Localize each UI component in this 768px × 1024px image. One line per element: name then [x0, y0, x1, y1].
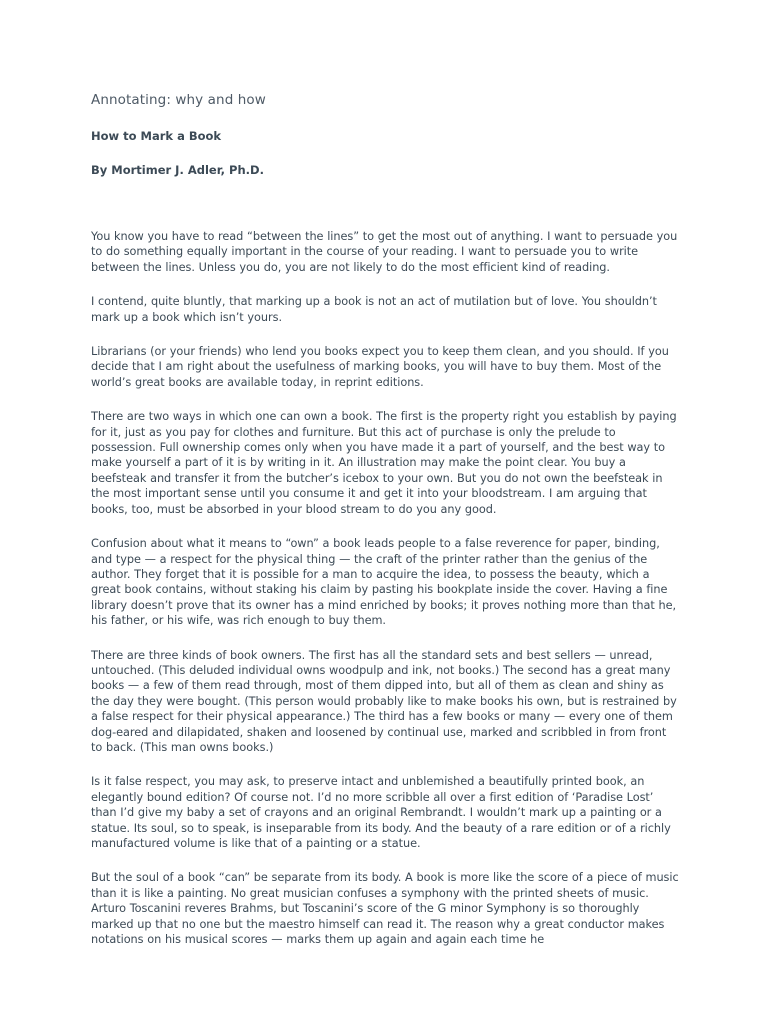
- article-body: [91, 229, 681, 966]
- paragraph: I contend, quite bluntly, that marking up a book is not an act of mutilation but of love. You shouldn’t mark up a book which isn’t yours.: [91, 295, 657, 324]
- paragraph: Librarians (or your friends) who lend you books expect you to keep them clean, and you should. If you decide that I am right about the usefulness of marking books, you will have to buy them. Most of the world’s great books are available today, in reprint editions.: [91, 345, 669, 389]
- document-page: [91, 92, 681, 947]
- paragraph: There are two ways in which one can own a book. The first is the property right you establish by paying for it, just as you pay for clothes and furniture. But this act of purchase is only the prelude to possession. Full ownership comes only when you have made it a part of yourself, and the best way to make yourself a part of it is by writing in it. An illustration may make the point clear. You buy a beefsteak and transfer it from the butcher’s icebox to your own. But you do not own the beefsteak in the most important sense until you consume it and get it into your bloodstream. I am arguing that books, too, must be absorbed in your blood stream to do you any good.: [91, 410, 677, 516]
- article-title: How to Mark a Book: [91, 129, 222, 143]
- document-title: Annotating: why and how: [91, 92, 266, 108]
- paragraph: You know you have to read “between the lines” to get the most out of anything. I want to persuade you to do something equally important in the course of your reading. I want to persuade you to write between the lines. Unless you do, you are not likely to do the most efficient kind of reading.: [91, 230, 678, 274]
- article-byline: By Mortimer J. Adler, Ph.D.: [91, 163, 264, 177]
- paragraph: Is it false respect, you may ask, to preserve intact and unblemished a beautifully printed book, an elegantly bound edition? Of course not. I’d no more scribble all over a first edition of ‘Paradise Lost’ than I’d give my baby a set of crayons and an original Rembrandt. I wouldn’t mark up a painting or a statue. Its soul, so to speak, is inseparable from its body. And the beauty of a rare edition or of a richly manufactured volume is like that of a painting or a statue.: [91, 775, 671, 850]
- paragraph: There are three kinds of book owners. The first has all the standard sets and best sellers — unread, untouched. (This deluded individual owns woodpulp and ink, not books.) The second has a great many books — a few of them read through, most of them dipped into, but all of them as clean and shiny as the day they were bought. (This person would probably like to make books his own, but is restrained by a false respect for their physical appearance.) The third has a few books or many — every one of them dog-eared and dilapidated, shaken and loosened by continual use, marked and scribbled in from front to back. (This man owns books.): [91, 648, 677, 754]
- paragraph: But the soul of a book “can” be separate from its body. A book is more like the score of a piece of music than it is like a painting. No great musician confuses a symphony with the printed sheets of music. Arturo Toscanini reveres Brahms, but Toscanini’s score of the G minor Symphony is so thoroughly marked up that no one but the maestro himself can read it. The reason why a great conductor makes notations on his musical scores — marks them up again and again each time he: [91, 871, 679, 947]
- paragraph: Confusion about what it means to “own” a book leads people to a false reverence for paper, binding, and type — a respect for the physical thing — the craft of the printer rather than the genius of the author. They forget that it is possible for a man to acquire the idea, to possess the beauty, which a great book contains, without staking his claim by pasting his bookplate inside the cover. Having a fine library doesn’t prove that its owner has a mind enriched by books; it proves nothing more than that he, his father, or his wife, was rich enough to buy them.: [91, 537, 677, 628]
